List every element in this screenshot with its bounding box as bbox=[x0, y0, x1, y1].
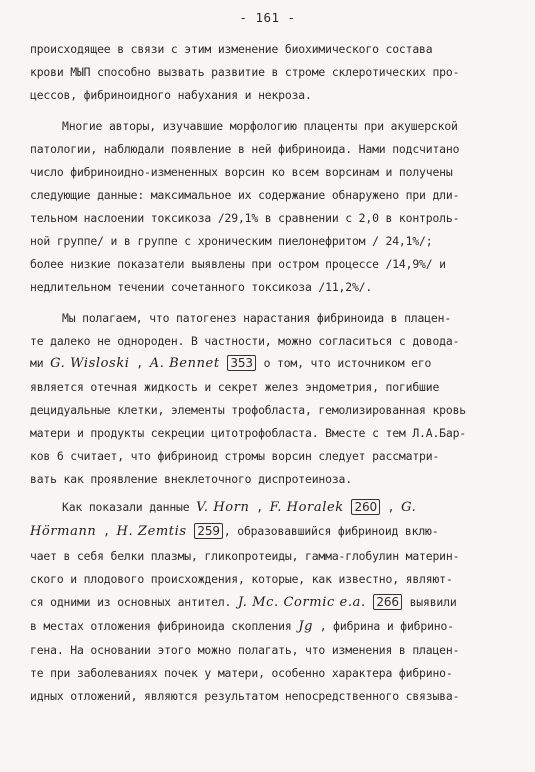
text-run: выявили bbox=[402, 595, 457, 609]
author-name: A. Bennet bbox=[149, 356, 220, 371]
text-run: происходящее в связи с этим изменение биохимического состава bbox=[30, 42, 433, 56]
text-line bbox=[30, 356, 431, 371]
text-line bbox=[30, 280, 372, 294]
text-run: ского и плодового происхождения, которые, как известно, являют- bbox=[30, 572, 453, 586]
text-run: является отечная жидкость и секрет желез эндометрия, погибшие bbox=[30, 380, 440, 394]
text-line bbox=[30, 472, 352, 486]
text-line bbox=[30, 334, 459, 348]
text-line bbox=[30, 165, 453, 179]
immunoglobulin-abbr: Jg bbox=[298, 619, 314, 634]
text-run: число фибриноидно-измененных ворсин ко всем ворсинам и получены bbox=[30, 165, 453, 179]
citation-ref: 353 bbox=[227, 355, 255, 371]
text-run: ми bbox=[30, 356, 51, 370]
citation-ref: 266 bbox=[373, 594, 401, 610]
text-line bbox=[62, 119, 458, 133]
text-run bbox=[220, 356, 227, 370]
text-run: более низкие показатели выявлены при остром процессе /14,9%/ и bbox=[30, 257, 446, 271]
text-run: вать как проявление внеклеточного диспротеиноза. bbox=[30, 472, 352, 486]
text-run: патологии, наблюдали появление в ней фибриноида. Нами подсчитано bbox=[30, 142, 460, 156]
text-run: ся одними из основных антител. bbox=[30, 595, 238, 609]
text-run: гена. На основании этого можно полагать, что изменения в плацен- bbox=[30, 643, 460, 657]
text-run bbox=[187, 524, 194, 538]
text-line bbox=[30, 42, 432, 56]
text-run: ной группе/ и в группе с хроническим пиелонефритом / 24,1%/; bbox=[30, 234, 433, 248]
text-run: Мы полагаем, что патогенез нарастания фибриноида в плацен- bbox=[62, 311, 452, 325]
text-run: те далеко не однороден. В частности, можно согласиться с довода- bbox=[30, 334, 460, 348]
text-run: Многие авторы, изучавшие морфологию плаценты при акушерской bbox=[62, 119, 458, 133]
text-line bbox=[30, 549, 459, 563]
text-run: те при заболеваниях почек у матери, особенно характера фибрино- bbox=[30, 666, 453, 680]
text-run: о том, что источником его bbox=[256, 356, 432, 370]
text-line bbox=[30, 211, 459, 225]
text-line bbox=[30, 426, 466, 440]
text-line bbox=[62, 311, 451, 325]
text-run: чает в себя белки плазмы, гликопротеиды, гамма-глобулин материн- bbox=[30, 549, 460, 563]
text-run: , образовавшийся фибриноид вклю- bbox=[223, 524, 439, 538]
author-name: J. Mc. Cormic e.a. bbox=[237, 595, 366, 610]
author-name: G. Wisloski bbox=[50, 356, 130, 371]
text-line bbox=[30, 595, 457, 610]
text-line bbox=[30, 234, 432, 248]
text-line bbox=[30, 65, 459, 79]
text-line bbox=[30, 689, 459, 703]
page-number: - 161 - bbox=[239, 10, 296, 25]
text-line bbox=[30, 643, 459, 657]
text-run: , bbox=[249, 500, 270, 514]
text-run bbox=[366, 595, 373, 609]
text-line bbox=[30, 619, 454, 634]
text-run: в местах отложения фибриноида скопления bbox=[30, 619, 299, 633]
text-line bbox=[30, 257, 446, 271]
author-name: G. bbox=[401, 500, 417, 515]
text-run: тельном наслоении токсикоза /29,1% в сравнении с 2,0 в контроль- bbox=[30, 211, 460, 225]
text-run: ков 6 считает, что фибриноид стромы ворсин следует рассматри- bbox=[30, 449, 440, 463]
text-line bbox=[30, 88, 312, 102]
text-run bbox=[344, 500, 351, 514]
text-run: , фибрина и фибрино- bbox=[313, 619, 454, 633]
author-name: H. Zemtis bbox=[116, 524, 187, 539]
text-line bbox=[30, 666, 453, 680]
text-line bbox=[62, 500, 416, 515]
text-run: , bbox=[129, 356, 150, 370]
text-run: крови МЫП способно вызвать развитие в строме склеротических про- bbox=[30, 65, 460, 79]
text-line bbox=[30, 188, 459, 202]
text-line bbox=[30, 524, 438, 539]
author-name: F. Horalek bbox=[269, 500, 344, 515]
text-run: цессов, фибриноидного набухания и некроза. bbox=[30, 88, 312, 102]
text-line bbox=[30, 380, 439, 394]
text-run: , bbox=[96, 524, 117, 538]
text-run: , bbox=[380, 500, 402, 514]
text-line bbox=[30, 449, 439, 463]
text-run: децидуальные клетки, элементы трофобласта, гемолизированная кровь bbox=[30, 403, 467, 417]
text-line bbox=[30, 403, 466, 417]
text-run: недлительном течении сочетанного токсикоза /11,2%/. bbox=[30, 280, 373, 294]
text-run: следующие данные: максимальное их содержание обнаружено при дли- bbox=[30, 188, 460, 202]
author-name: Hörmann bbox=[30, 524, 97, 539]
text-run: матери и продукты секреции цитотрофобласта. Вместе с тем Л.А.Бар- bbox=[30, 426, 467, 440]
author-name: V. Horn bbox=[196, 500, 250, 515]
text-line bbox=[30, 572, 453, 586]
text-run: идных отложений, являются результатом непосредственного связыва- bbox=[30, 689, 460, 703]
citation-ref: 259 bbox=[194, 523, 222, 539]
text-line bbox=[30, 142, 459, 156]
text-run: Как показали данные bbox=[62, 500, 197, 514]
citation-ref: 260 bbox=[351, 499, 379, 515]
